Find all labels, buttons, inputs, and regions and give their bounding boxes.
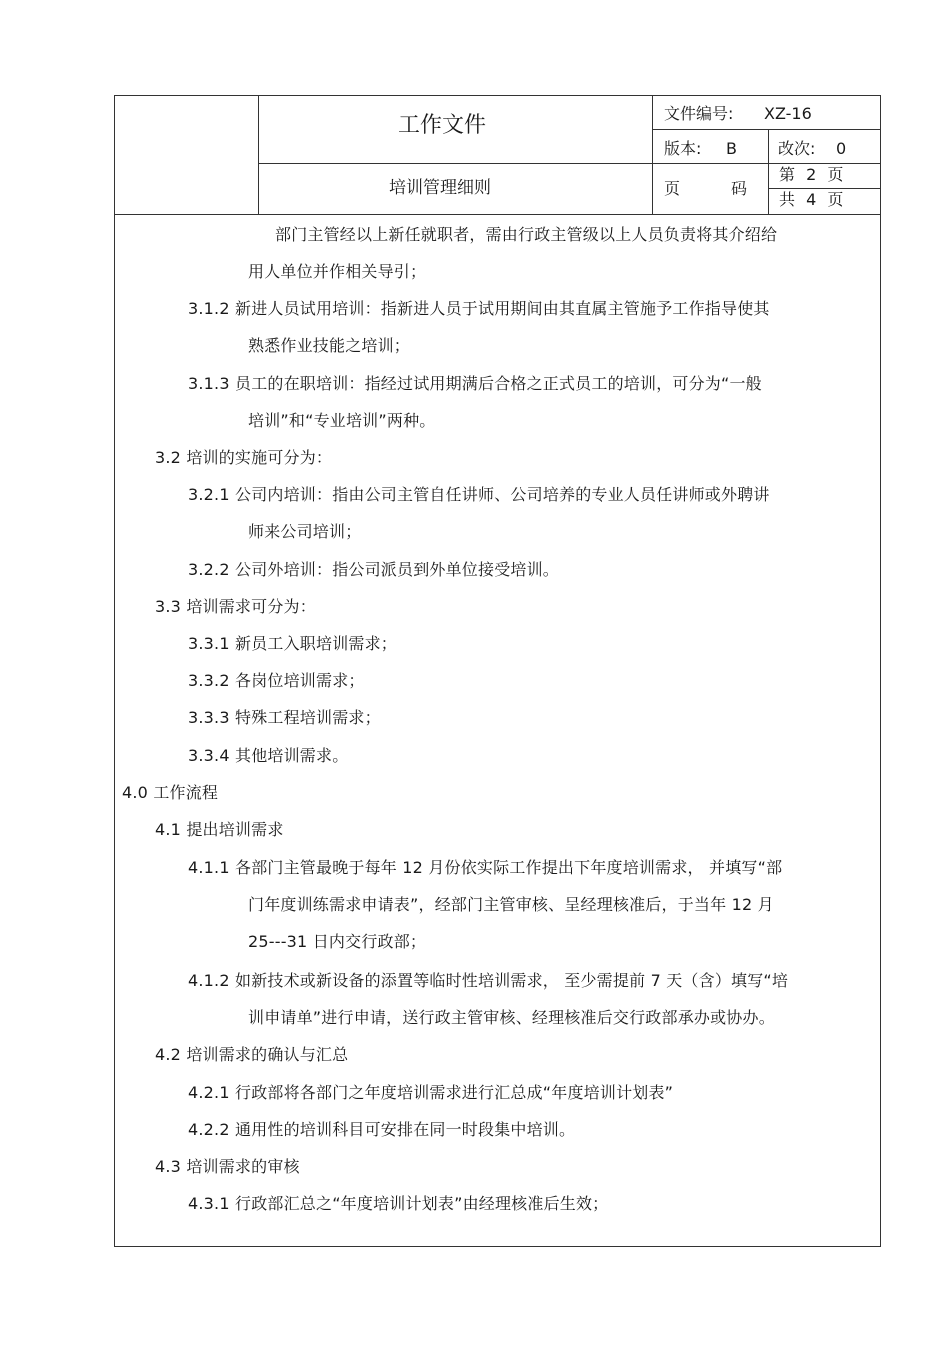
body-line: 25---31 日内交行政部； [248,932,427,951]
revision-label: 改次: [778,139,816,158]
page-label-2: 码 [731,179,748,198]
doc-number-value: XZ-16 [764,104,812,123]
page-current: 第 2 页 [779,165,844,184]
body-line: 4.3.1 行政部汇总之“年度培训计划表”由经理核准后生效； [188,1194,609,1213]
revision-value: 0 [836,139,847,158]
body-line: 4.2 培训需求的确认与汇总 [155,1045,349,1064]
body-line: 熟悉作业技能之培训； [248,336,411,355]
document-subtitle: 培训管理细则 [389,178,491,198]
version-label: 版本: [664,139,702,158]
body-line: 4.2.1 行政部将各部门之年度培训需求进行汇总成“年度培训计划表” [188,1083,674,1102]
page-total: 共 4 页 [779,190,844,209]
body-line: 3.3 培训需求可分为： [155,597,316,616]
body-line: 4.3 培训需求的审核 [155,1157,300,1176]
header-divider [258,163,881,164]
body-line: 用人单位并作相关导引； [248,262,427,281]
body-line: 3.3.2 各岗位培训需求； [188,671,365,690]
body-line: 师来公司培训； [248,522,362,541]
body-line: 3.3.3 特殊工程培训需求； [188,708,381,727]
body-line: 3.3.1 新员工入职培训需求； [188,634,397,653]
header-divider [258,95,259,215]
document-title: 工作文件 [398,113,487,138]
body-line: 4.2.2 通用性的培训科目可安排在同一时段集中培训。 [188,1120,576,1139]
header-divider [652,95,653,215]
header-divider [652,129,881,130]
body-line: 训申请单”进行申请，送行政主管审核、经理核准后交行政部承办或协办。 [248,1008,775,1027]
body-line: 3.1.3 员工的在职培训：指经过试用期满后合格之正式员工的培训，可分为“一般 [188,374,762,393]
body-line: 部门主管经以上新任就职者，需由行政主管级以上人员负责将其介绍给 [275,225,778,244]
header-divider [768,129,769,215]
body-line: 培训”和“专业培训”两种。 [248,411,436,430]
page-label-1: 页 [664,179,681,198]
body-line: 3.3.4 其他培训需求。 [188,746,349,765]
doc-number-label: 文件编号: [664,104,734,123]
body-line: 门年度训练需求申请表”，经部门主管审核、呈经理核准后，于当年 12 月 [248,895,774,914]
version-value: B [726,139,737,158]
body-line: 3.2.1 公司内培训：指由公司主管自任讲师、公司培养的专业人员任讲师或外聘讲 [188,485,770,504]
body-line: 3.2 培训的实施可分为： [155,448,333,467]
body-line: 3.1.2 新进人员试用培训：指新进人员于试用期间由其直属主管施予工作指导使其 [188,299,770,318]
body-line: 4.1 提出培训需求 [155,820,284,839]
body-line: 4.1.2 如新技术或新设备的添置等临时性培训需求， 至少需提前 7 天（含）填写“培 [188,971,789,990]
body-line: 4.0 工作流程 [122,783,219,802]
header-divider [768,188,881,189]
body-line: 3.2.2 公司外培训：指公司派员到外单位接受培训。 [188,560,559,579]
header-divider [114,214,881,215]
body-line: 4.1.1 各部门主管最晚于每年 12 月份依实际工作提出下年度培训需求， 并填写“部 [188,858,783,877]
